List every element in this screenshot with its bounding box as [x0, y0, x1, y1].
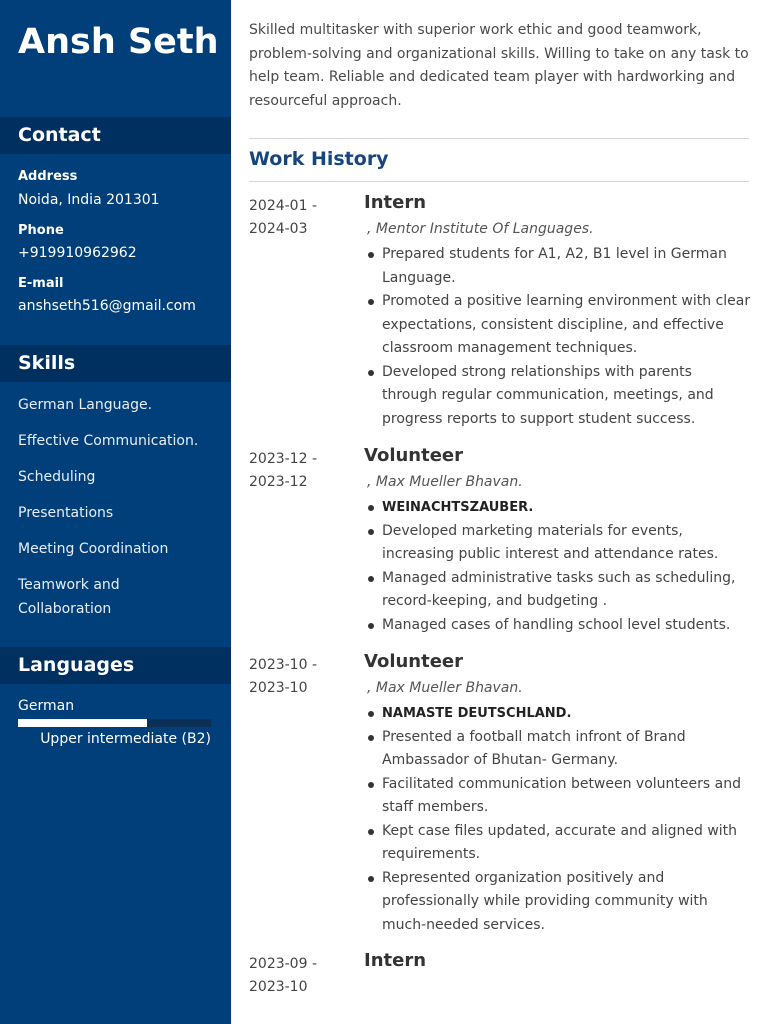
language-proficiency-fill — [18, 719, 147, 727]
skill-item: Presentations — [18, 505, 114, 521]
address-label: Address — [18, 169, 78, 184]
entry-start-date: 2023-10 - — [249, 657, 317, 673]
bullet-item: WEINACHTSZAUBER. — [363, 496, 751, 520]
entry-dates — [249, 448, 349, 494]
phone-value: +919910962962 — [18, 245, 137, 261]
entry-dates — [249, 195, 349, 241]
bullet-item: Presented a football match infront of Brand Ambassador of Bhutan- Germany. — [363, 726, 751, 773]
email-value[interactable]: anshseth516@gmail.com — [18, 298, 196, 314]
address-value: Noida, India 201301 — [18, 192, 160, 208]
bullet-item: Kept case files updated, accurate and aligned with requirements. — [363, 820, 751, 867]
skill-item: German Language. — [18, 397, 153, 413]
language-name: German — [18, 698, 75, 714]
bullet-item: Facilitated communication between volunteers and staff members. — [363, 773, 751, 820]
entry-end-date: 2023-10 — [249, 680, 308, 696]
bullet-item: Managed administrative tasks such as scheduling, record-keeping, and budgeting . — [363, 567, 751, 614]
skill-item: Effective Communication. — [18, 433, 199, 449]
entry-end-date: 2024-03 — [249, 221, 308, 237]
entry-company: , Mentor Institute Of Languages. — [367, 221, 594, 237]
bullet-item: Prepared students for A1, A2, B1 level in German Language. — [363, 243, 751, 290]
language-level: Upper intermediate (B2) — [40, 731, 211, 747]
languages-header — [0, 647, 231, 684]
entry-company: , Max Mueller Bhavan. — [367, 474, 523, 490]
email-label: E-mail — [18, 276, 64, 291]
entry-end-date: 2023-10 — [249, 979, 308, 995]
entry-role: Intern — [364, 192, 427, 213]
bullet-item: Represented organization positively and professionally while providing community with much-needed services. — [363, 867, 751, 938]
entry-role: Volunteer — [364, 445, 464, 466]
summary-text: Skilled multitasker with superior work ethic and good teamwork, problem-solving and organizational skills. Willing to take on any task to help team. Reliable and dedicated team player with hardworking and resourceful approach. — [249, 22, 749, 109]
entry-company: , Max Mueller Bhavan. — [367, 680, 523, 696]
entry-end-date: 2023-12 — [249, 474, 308, 490]
entry-dates — [249, 654, 349, 700]
entry-start-date: 2023-12 - — [249, 451, 317, 467]
divider — [249, 181, 749, 182]
bullet-item: NAMASTE DEUTSCHLAND. — [363, 702, 751, 726]
languages-title: Languages — [18, 654, 135, 676]
skill-item: Scheduling — [18, 469, 96, 485]
entry-bullets — [363, 496, 751, 637]
entry-role: Intern — [364, 950, 427, 971]
skills-header — [0, 345, 231, 382]
entry-start-date: 2024-01 - — [249, 198, 317, 214]
contact-title: Contact — [18, 124, 101, 146]
bullet-item: Developed strong relationships with parents through regular communication, meetings, and progress reports to support student success. — [363, 361, 751, 432]
skills-title: Skills — [18, 352, 76, 374]
contact-header — [0, 117, 231, 154]
divider — [249, 138, 749, 139]
entry-bullets — [363, 702, 751, 937]
entry-role: Volunteer — [364, 651, 464, 672]
entry-start-date: 2023-09 - — [249, 956, 317, 972]
skill-item: Meeting Coordination — [18, 541, 169, 557]
sidebar — [0, 0, 231, 1024]
bullet-item: Managed cases of handling school level students. — [363, 614, 751, 638]
bullet-item: Developed marketing materials for events, increasing public interest and attendance rates. — [363, 520, 751, 567]
bullet-item: Promoted a positive learning environment with clear expectations, consistent discipline, and effective classroom management techniques. — [363, 290, 751, 361]
skill-item: Teamwork and Collaboration — [18, 577, 120, 617]
work-history-title: Work History — [249, 148, 389, 170]
candidate-name: Ansh Seth — [18, 22, 219, 62]
entry-dates — [249, 953, 349, 999]
language-proficiency-bar — [18, 719, 211, 727]
phone-label: Phone — [18, 223, 64, 238]
entry-bullets — [363, 243, 751, 431]
